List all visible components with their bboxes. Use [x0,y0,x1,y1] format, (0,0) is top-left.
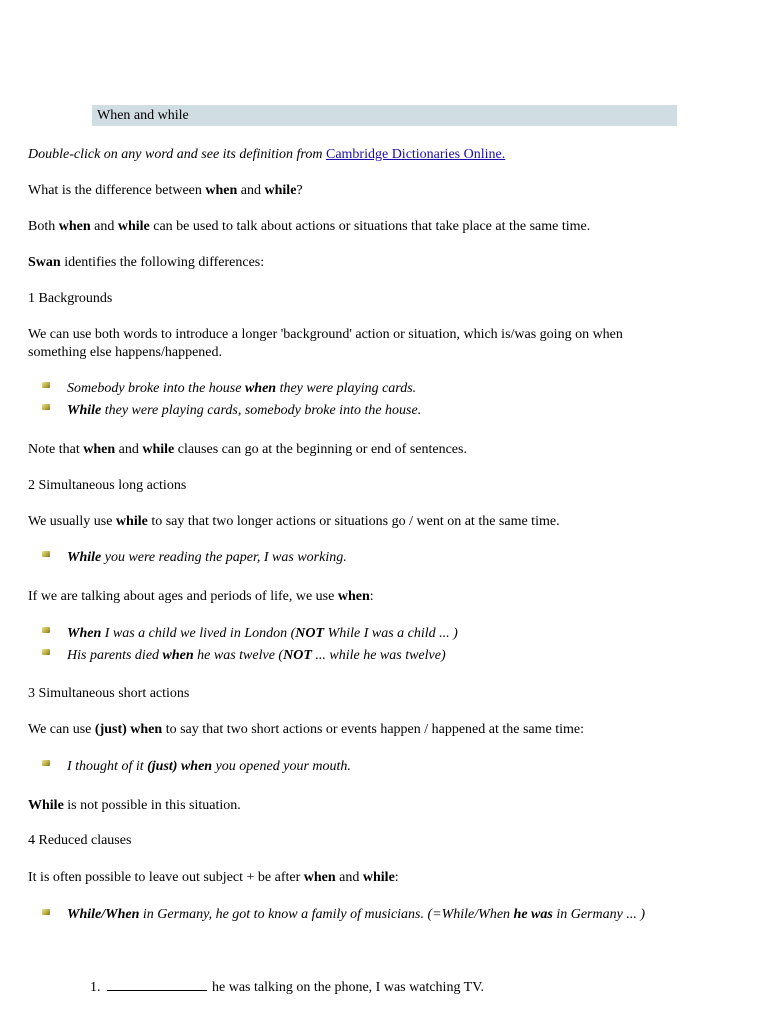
text: they were playing cards. [276,381,417,396]
keyword: (just) when [94,722,163,737]
text: Somebody broke into the house [67,381,245,396]
keyword: when [83,442,116,457]
keyword: While [67,403,102,418]
intro-text: Double-click on any word and see its definition from [28,147,326,162]
text: to say that two longer actions or situations go / went on at the same time. [147,514,560,529]
keyword: when [244,381,277,396]
ages-examples [40,623,678,667]
text: and [90,219,118,234]
text: I was a child we lived in London ( [101,626,296,641]
text: is not possible in this situation. [63,798,241,813]
keyword: while [142,442,175,457]
keyword: while [117,219,150,234]
keyword: When [67,626,102,641]
bullet-icon [42,404,50,410]
text: What is the difference between [28,183,206,198]
keyword: when [337,589,370,604]
note-paragraph [28,441,678,459]
answer-blank[interactable] [107,977,207,991]
heading-reduced-clauses: 4 Reduced clauses [28,833,132,848]
keyword: he was [513,907,553,922]
text: they were playing cards, somebody broke into the house. [101,403,422,418]
both-paragraph [28,218,678,236]
keyword: (just) when [147,759,213,774]
not-possible-paragraph [28,797,678,815]
page-title: When and while [97,108,189,123]
long-actions-examples [40,547,678,569]
keyword: NOT [283,648,312,663]
keyword: while [264,183,297,198]
bullet-icon [42,551,50,557]
text: in Germany ... ) [552,907,645,922]
keyword: Swan [28,255,61,270]
list-item [40,905,678,924]
bullet-icon [42,382,50,388]
list-item [40,378,678,400]
backgrounds-examples [40,378,678,422]
intro-line [28,146,678,164]
text: in Germany, he got to know a family of musicians. (=While/When [139,907,514,922]
list-item [40,645,678,667]
exercise-number: 1. [90,980,101,995]
keyword: while [115,514,148,529]
reduced-clauses-examples [40,905,678,924]
long-actions-paragraph [28,513,678,531]
keyword: NOT [295,626,325,641]
question-paragraph [28,182,678,200]
text: to say that two short actions or events happen / happened at the same time: [162,722,585,737]
text: We can use [28,722,95,737]
swan-paragraph [28,254,678,272]
ages-paragraph [28,588,678,606]
list-item [40,547,678,569]
exercise-item [90,977,484,997]
text: clauses can go at the beginning or end of sentences. [174,442,467,457]
text: and [115,442,143,457]
bullet-icon [42,649,50,655]
keyword: While [28,798,64,813]
keyword: when [58,219,91,234]
section-title-bar [92,105,677,126]
bullet-icon [42,760,50,766]
text: His parents died [67,648,163,663]
text: Both [28,219,59,234]
keyword: While [67,550,102,565]
bullet-icon [42,627,50,633]
text: ... while he was twelve) [311,648,446,663]
text: you opened your mouth. [212,759,351,774]
list-item [40,400,678,422]
cambridge-dictionaries-link[interactable]: Cambridge Dictionaries Online. [325,147,506,162]
text: identifies the following differences: [60,255,265,270]
text: : [394,870,399,885]
keyword: when [205,183,238,198]
text: can be used to talk about actions or situations that take place at the same time. [149,219,591,234]
exercise-text: he was talking on the phone, I was watching TV. [208,980,485,995]
text: While I was a child ... ) [324,626,458,641]
text: ? [296,183,303,198]
list-item [40,756,678,778]
keyword: while [362,870,395,885]
backgrounds-paragraph: We can use both words to introduce a longer 'background' action or situation, which is/was going on when something else happens/happened. [28,327,623,360]
text: If we are talking about ages and periods of life, we use [28,589,338,604]
keyword: when [162,648,194,663]
text: you were reading the paper, I was working. [101,550,347,565]
text: I thought of it [67,759,148,774]
text: and [335,870,363,885]
text: and [237,183,265,198]
text: Note that [28,442,84,457]
heading-backgrounds: 1 Backgrounds [28,291,113,306]
keyword: While/When [67,907,140,922]
short-actions-examples [40,756,678,778]
text: he was twelve ( [193,648,284,663]
bullet-icon [42,909,50,915]
keyword: when [303,870,336,885]
heading-simultaneous-short: 3 Simultaneous short actions [28,686,190,701]
short-actions-paragraph [28,721,678,739]
list-item [40,623,678,645]
reduced-clauses-paragraph [28,869,678,887]
heading-simultaneous-long: 2 Simultaneous long actions [28,478,187,493]
text: It is often possible to leave out subject + be after [28,870,304,885]
text: We usually use [28,514,116,529]
text: : [369,589,374,604]
